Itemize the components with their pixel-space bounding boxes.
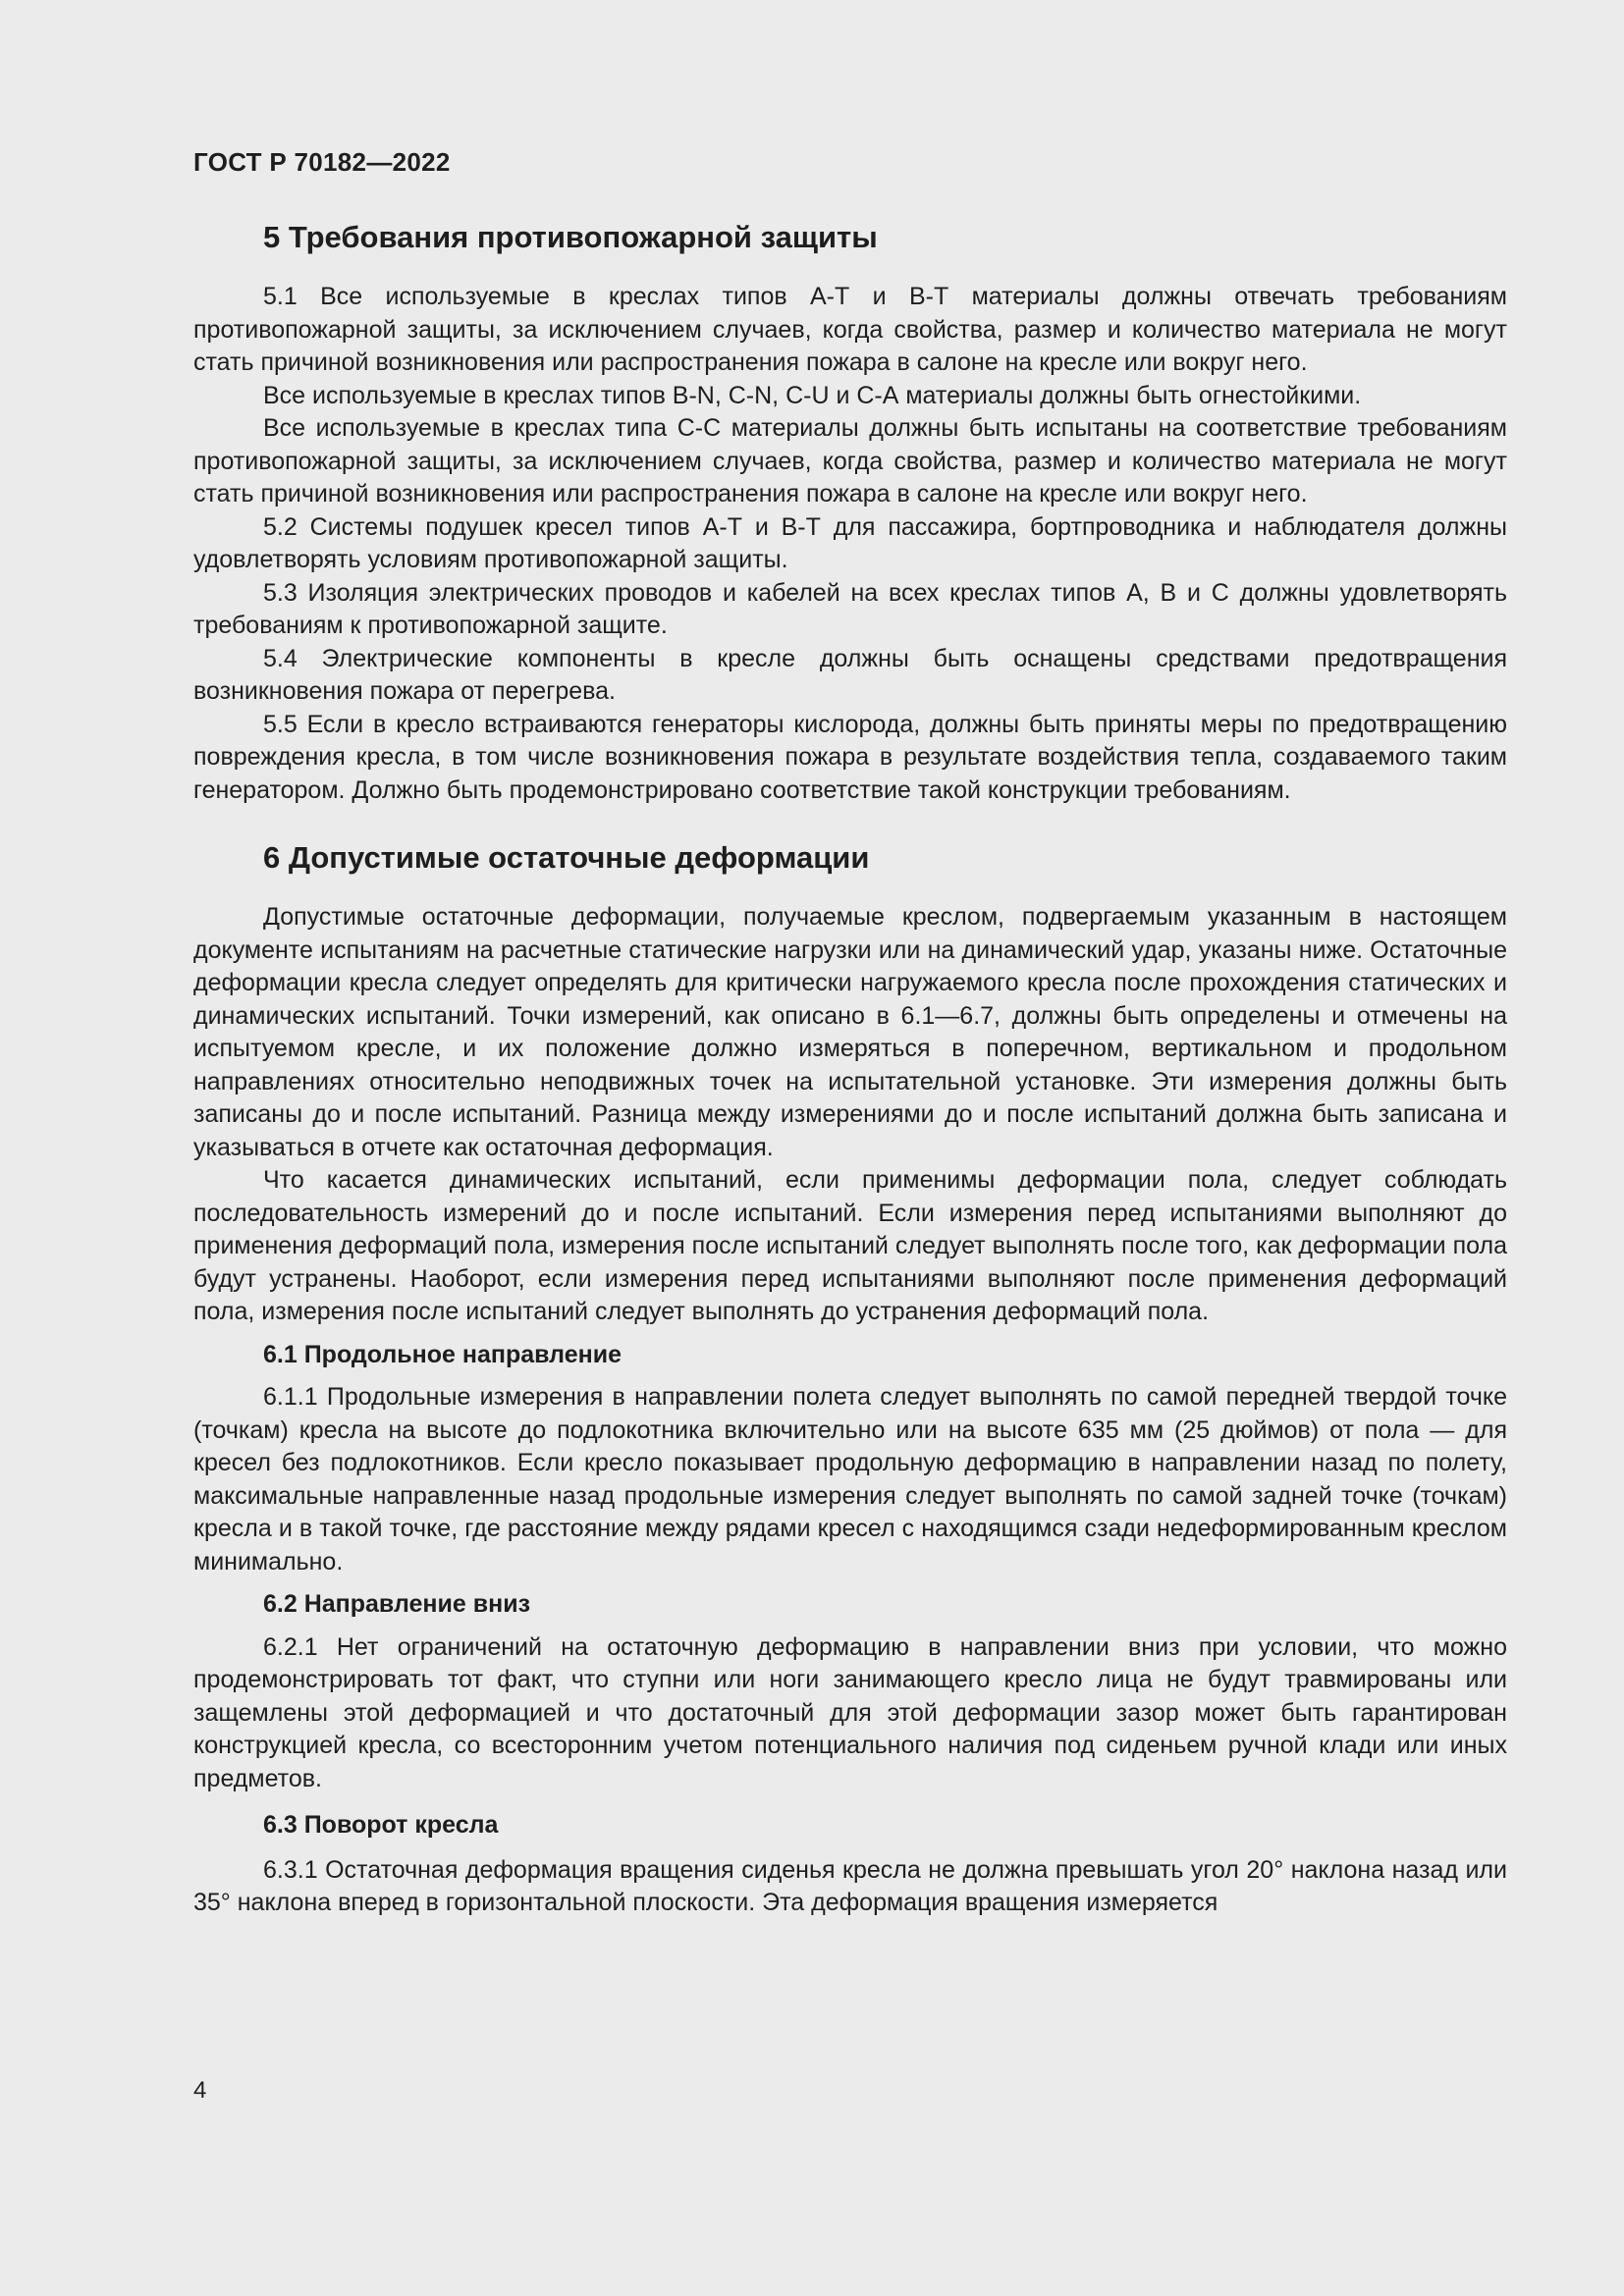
paragraph-5-2: 5.2 Системы подушек кресел типов А-Т и В-Т для пассажира, бортпроводника и наблюдателя должны удовлетворять условиям противопожарной защиты. xyxy=(193,512,1507,573)
paragraph-5-3: 5.3 Изоляция электрических проводов и кабелей на всех креслах типов А, В и С должны удовлетворять требованиям к противопожарной защите. xyxy=(193,578,1507,639)
paragraph-5-1-c: Все используемые в креслах типа С-С материалы должны быть испытаны на соответствие требованиям противопожарной защиты, за исключением случаев, когда свойства, размер и количество материала не могут стать причиной возникновения или распространения пожара в салоне на кресле или вокруг него. xyxy=(193,414,1507,507)
section-5-heading: 5 Требования противопожарной защиты xyxy=(263,220,878,254)
section-6-heading: 6 Допустимые остаточные деформации xyxy=(263,840,870,875)
subsection-6-1-heading: 6.1 Продольное направление xyxy=(263,1340,623,1368)
paragraph-5-4: 5.4 Электрические компоненты в кресле должны быть оснащены средствами предотвращения возникновения пожара от перегрева. xyxy=(193,644,1507,705)
paragraph-6-1-1: 6.1.1 Продольные измерения в направлении полета следует выполнять по самой передней твердой точке (точкам) кресла на высоте до подлокотника включительно или на высоте 635 мм (25 дюймов) от пола — для кресел без подлокотников. Если кресло показывает продольную деформацию в направлении назад по полету, максимальные направленные назад продольные измерения следует выполнять по самой задней точке (точкам) кресла и в такой точке, где расстояние между рядами кресел с находящимся сзади недеформированным креслом минимально. xyxy=(193,1383,1507,1575)
paragraph-6-2-1: 6.2.1 Нет ограничений на остаточную деформацию в направлении вниз при условии, что можно продемонстрировать тот факт, что ступни или ноги занимающего кресло лица не будут травмированы или защемлены этой деформацией и что достаточный для этой деформации зазор может быть гарантирован конструкцией кресла, со всесторонним учетом потенциального наличия под сиденьем ручной клади или иных предметов. xyxy=(193,1632,1507,1792)
paragraph-5-1: 5.1 Все используемые в креслах типов А-Т и В-Т материалы должны отвечать требованиям противопожарной защиты, за исключением случаев, когда свойства, размер и количество материала не могут стать причиной возникновения или распространения пожара в салоне на кресле или вокруг него. xyxy=(193,283,1507,376)
paragraph-5-1-b: Все используемые в креслах типов В-N, С-N, С-U и С-А материалы должны быть огнестойкими. xyxy=(263,381,1362,409)
page-content xyxy=(193,218,1507,1920)
paragraph-6-intro-b: Что касается динамических испытаний, если применимы деформации пола, следует соблюдать последовательность измерений до и после испытаний. Если измерения перед испытаниями выполняют до применения деформаций пола, измерения после испытаний следует выполнять после того, как деформации пола будут устранены. Наоборот, если измерения перед испытаниями выполняют после применения деформаций пола, измерения после испытаний следует выполнять до устранения деформаций пола. xyxy=(193,1166,1507,1325)
paragraph-6-3-1: 6.3.1 Остаточная деформация вращения сиденья кресла не должна превышать угол 20° наклона назад или 35° наклона вперед в горизонтальной плоскости. Эта деформация вращения измеряется xyxy=(193,1855,1507,1916)
document-code: ГОСТ Р 70182—2022 xyxy=(193,147,451,177)
subsection-6-3-heading: 6.3 Поворот кресла xyxy=(263,1811,499,1839)
paragraph-5-5: 5.5 Если в кресло встраиваются генераторы кислорода, должны быть приняты меры по предотвращению повреждения кресла, в том числе возникновения пожара в результате воздействия тепла, создаваемого таким генератором. Должно быть продемонстрировано соответствие такой конструкции требованиям. xyxy=(193,710,1507,804)
paragraph-6-intro: Допустимые остаточные деформации, получаемые креслом, подвергаемым указанным в настоящем документе испытаниям на расчетные статические нагрузки или на динамический удар, указаны ниже. Остаточные деформации кресла следует определять для критически нагружаемого кресла после прохождения статических и динамических испытаний. Точки измерений, как описано в 6.1—6.7, должны быть определены и отмечены на испытуемом кресле, и их положение должно измеряться в поперечном, вертикальном и продольном направлениях относительно неподвижных точек на испытательной установке. Эти измерения должны быть записаны до и после испытаний. Разница между измерениями до и после испытаний должна быть записана и указываться в отчете как остаточная деформация. xyxy=(193,903,1507,1161)
page-number: 4 xyxy=(193,2077,207,2104)
subsection-6-2-heading: 6.2 Направление вниз xyxy=(263,1590,531,1618)
